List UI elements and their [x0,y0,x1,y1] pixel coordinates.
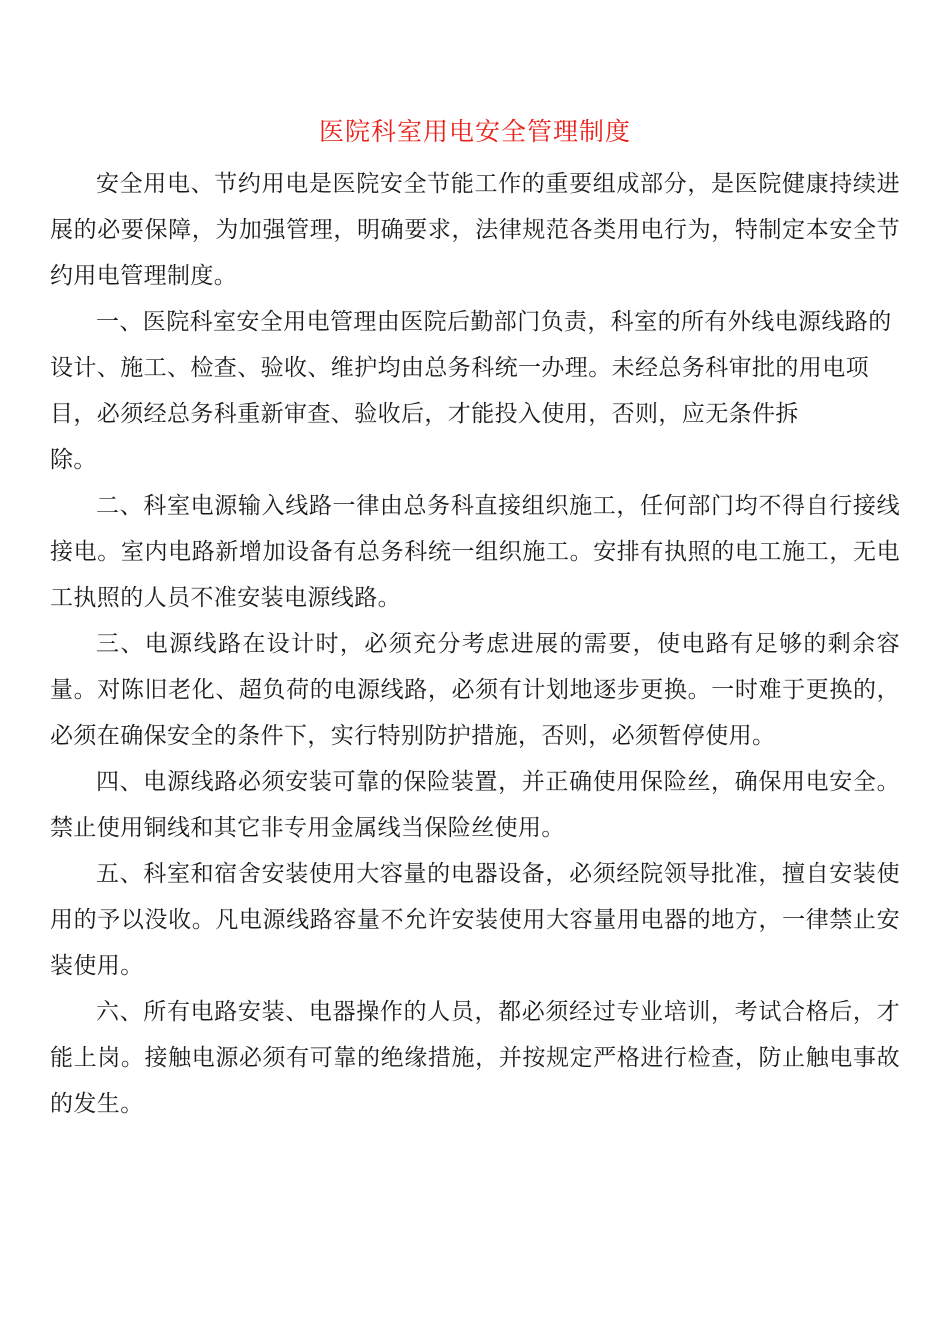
intro-paragraph: 安全用电、节约用电是医院安全节能工作的重要组成部分，是医院健康持续进展的必要保障，为加强管理，明确要求，法律规范各类用电行为，特制定本安全节约用电管理制度。 [50,171,900,289]
clause-1-continuation: 除。 [50,447,97,473]
document-title: 医院科室用电安全管理制度 [318,117,631,146]
clause-5-paragraph: 五、科室和宿舍安装使用大容量的电器设备，必须经院领导批准，擅自安装使用的予以没收。凡电源线路容量不允许安装使用大容量用电器的地方，一律禁止安装使用。 [50,861,900,979]
clause-6-paragraph: 六、所有电路安装、电器操作的人员，都必须经过专业培训，考试合格后，才能上岗。接触电源必须有可靠的绝缘措施，并按规定严格进行检查，防止触电事故的发生。 [50,999,900,1117]
clause-4-paragraph: 四、电源线路必须安装可靠的保险装置，并正确使用保险丝，确保用电安全。禁止使用铜线和其它非专用金属线当保险丝使用。 [50,769,900,841]
clause-2-paragraph: 二、科室电源输入线路一律由总务科直接组织施工，任何部门均不得自行接线接电。室内电路新增加设备有总务科统一组织施工。安排有执照的电工施工，无电工执照的人员不准安装电源线路。 [50,493,900,611]
document-body [50,161,900,1127]
clause-1-paragraph: 一、医院科室安全用电管理由医院后勤部门负责，科室的所有外线电源线路的设计、施工、检查、验收、维护均由总务科统一办理。未经总务科审批的用电项目，必须经总务科重新审查、验收后，才能投入使用，否则，应无条件拆 [50,309,892,427]
clause-3-paragraph: 三、电源线路在设计时，必须充分考虑进展的需要，使电路有足够的剩余容量。对陈旧老化、超负荷的电源线路，必须有计划地逐步更换。一时难于更换的，必须在确保安全的条件下，实行特别防护措施，否则，必须暂停使用。 [50,631,900,749]
